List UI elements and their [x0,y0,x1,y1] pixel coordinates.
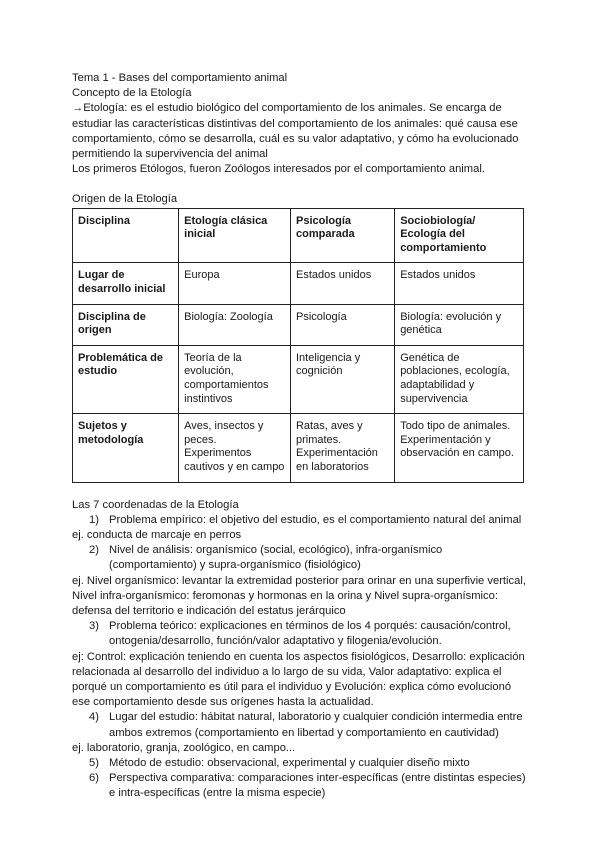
first-ethologists-text: Los primeros Etólogos, fueron Zoólogos interesados por el comportamiento animal. [72,163,485,176]
coords-heading: Las 7 coordenadas de la Etología [72,498,239,511]
list-item [72,771,532,801]
table-header-cell: Sociobiología/ Ecología del comportamiento [395,208,524,263]
table-cell: Psicología [290,304,394,345]
example-note: ej. Nivel organísmico: levantar la extremidad posterior para orinar en una superfivie vertical, Nivel infra-organísmico: feromonas y hormonas en la orina y Nivel supra-organísmico: defensa del territorio e indicación del estatus jerárquico [72,574,526,617]
table-row [73,345,524,413]
concept-heading: Concepto de la Etología [72,87,192,100]
table-row [73,263,524,304]
list-item [72,513,532,528]
example-note: ej. laboratorio, granja, zoológico, en campo... [72,741,296,754]
list-item [72,756,532,771]
table-cell: Aves, insectos y peces. Experimentos cautivos y en campo [179,414,291,482]
list-item-number: 2) [89,544,99,557]
list-item [72,710,532,740]
list-item-text: Problema empírico: el objetivo del estudio, es el comportamiento natural del animal [109,513,522,526]
table-row-label: Problemática de estudio [73,345,179,413]
list-item [72,619,532,649]
table-row-label: Disciplina de origen [73,304,179,345]
table-cell: Europa [179,263,291,304]
example-note: ej. conducta de marcaje en perros [72,528,242,541]
table-row [73,304,524,345]
list-item [72,543,532,573]
origin-table [72,208,524,483]
list-item-text: Método de estudio: observacional, experimental y cualquier diseño mixto [109,756,470,769]
table-cell: Estados unidos [290,263,394,304]
table-cell: Ratas, aves y primates. Experimentación en laboratorios [290,414,394,482]
table-header-row [73,208,524,263]
table-header-cell: Etología clásica inicial [179,208,291,263]
document-page [72,71,532,802]
list-item-number: 4) [89,711,99,724]
list-item-text: Perspectiva comparativa: comparaciones inter-específicas (entre distintas especies) e intra-específicas (entre la misma especie) [109,772,526,800]
table-cell: Genética de poblaciones, ecología, adaptabilidad y supervivencia [395,345,524,413]
table-header-cell: Psicología comparada [290,208,394,263]
list-item-number: 5) [89,756,99,769]
table-row-label: Sujetos y metodología [73,414,179,482]
list-item-text: Lugar del estudio: hábitat natural, laboratorio y cualquier condición intermedia entre ambos extremos (comportamiento en libertad y comportamiento en cautividad) [109,711,523,739]
list-item-text: Problema teórico: explicaciones en términos de los 4 porqués: causación/control, ontogenia/desarrollo, función/valor adaptativo y filogenia/evolución. [109,620,511,648]
ethology-definition: →Etología: es el estudio biológico del comportamiento de los animales. Se encarga de estudiar las características distintivas del comportamiento de los animales: qué causa ese comportamiento, cómo se desarrolla, cuál es su valor adaptativo, y cómo ha evolucionado permitiendo la supervivencia del animal [72,102,519,161]
document-title: Tema 1 - Bases del comportamiento animal [72,72,288,84]
list-item-number: 3) [89,620,99,633]
list-item-number: 1) [89,513,99,526]
table-row-label: Lugar de desarrollo inicial [73,263,179,304]
table-row [73,414,524,482]
example-note: ej: Control: explicación teniendo en cuenta los aspectos fisiológicos, Desarrollo: explicación relacionada al desarrollo del individuo a lo largo de su vida, Valor adaptativo: explica el porqué un comportamiento es útil para el individuo y Evolución: explica cómo evolucionó ese comportamiento desde sus orígenes hasta la actualidad. [72,650,525,709]
table-cell: Estados unidos [395,263,524,304]
list-item-number: 6) [89,772,99,785]
list-item-text: Nivel de análisis: organísmico (social, ecológico), infra-organísmico (comportamiento) y supra-organísmico (fisiológico) [109,544,443,572]
table-cell: Inteligencia y cognición [290,345,394,413]
table-cell: Biología: evolución y genética [395,304,524,345]
origin-heading: Origen de la Etología [72,193,178,206]
table-cell: Todo tipo de animales. Experimentación y observación en campo. [395,414,524,482]
table-header-cell: Disciplina [73,208,179,263]
table-cell: Teoría de la evolución, comportamientos instintivos [179,345,291,413]
table-cell: Biología: Zoología [179,304,291,345]
